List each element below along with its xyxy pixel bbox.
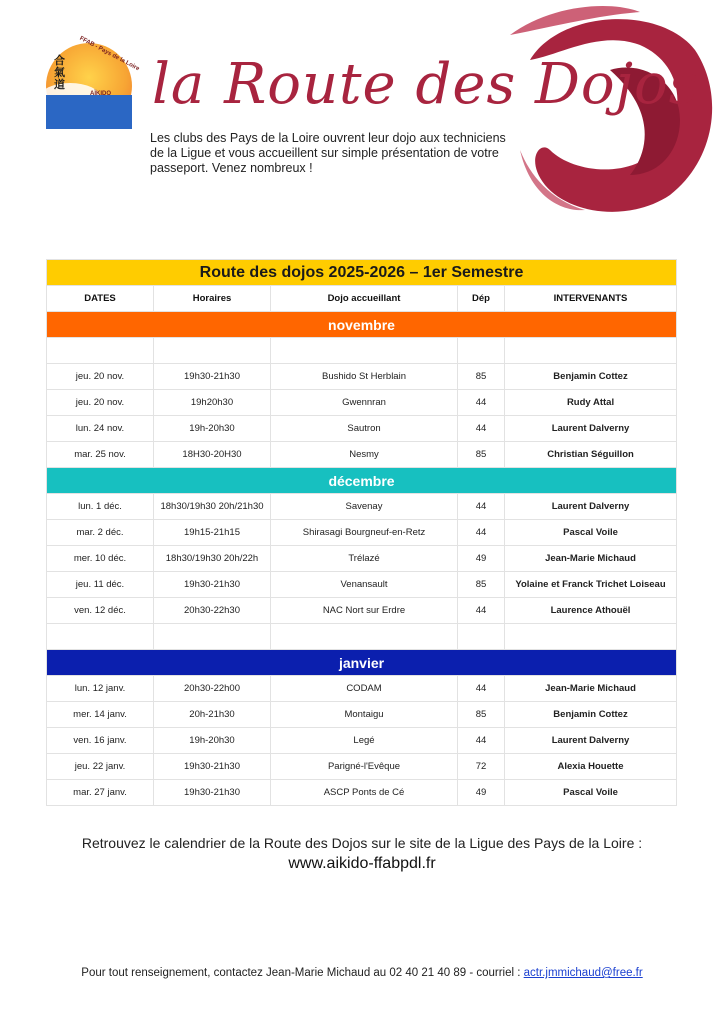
dept-cell: 85 [458,702,505,728]
col-header: Dojo accueillant [271,286,458,312]
contact-email-link[interactable]: actr.jmmichaud@free.fr [523,967,643,979]
instructor-cell: Yolaine et Franck Trichet Loiseau [505,572,677,598]
table-row [47,624,677,650]
instructor-cell: Pascal Voile [505,780,677,806]
table-row [47,416,677,442]
date-cell: jeu. 20 nov. [47,390,154,416]
dept-cell: 44 [458,728,505,754]
dept-cell: 44 [458,520,505,546]
logo-label: AÏKIDO [90,91,111,97]
dojo-cell [271,624,458,650]
dojo-cell: CODAM [271,676,458,702]
col-header: Horaires [154,286,271,312]
dojo-cell: Venansault [271,572,458,598]
instructor-cell [505,624,677,650]
table-row [47,390,677,416]
table-row [47,780,677,806]
table-row [47,702,677,728]
instructor-cell: Christian Séguillon [505,442,677,468]
time-cell: 20h-21h30 [154,702,271,728]
table-header-row [47,286,677,312]
date-cell: mar. 25 nov. [47,442,154,468]
dept-cell: 72 [458,754,505,780]
dojo-cell: ASCP Ponts de Cé [271,780,458,806]
instructor-cell: Pascal Voile [505,520,677,546]
instructor-cell: Rudy Attal [505,390,677,416]
dept-cell: 44 [458,390,505,416]
dept-cell: 49 [458,780,505,806]
dept-cell [458,624,505,650]
table-row [47,598,677,624]
dept-cell: 85 [458,364,505,390]
logo-arc-text: FFAB - Pays de la Loire [78,35,141,73]
instructor-cell: Benjamin Cottez [505,364,677,390]
time-cell: 19h30-21h30 [154,754,271,780]
time-cell [154,338,271,364]
time-cell: 19h20h30 [154,390,271,416]
month-row [47,312,677,338]
dojo-cell: NAC Nort sur Erdre [271,598,458,624]
dojo-cell: Legé [271,728,458,754]
time-cell: 19h30-21h30 [154,780,271,806]
time-cell: 18H30-20H30 [154,442,271,468]
time-cell: 19h-20h30 [154,728,271,754]
time-cell: 18h30/19h30 20h/21h30 [154,494,271,520]
time-cell: 19h-20h30 [154,416,271,442]
instructor-cell: Laurent Dalverny [505,728,677,754]
month-label: janvier [47,650,677,676]
instructor-cell: Laurent Dalverny [505,494,677,520]
dept-cell [458,338,505,364]
intro-text: Les clubs des Pays de la Loire ouvrent leur dojo aux techniciens de la Ligue et vous accueillent sur simple présentation de votre passeport. Venez nombreux ! [150,131,506,175]
header [0,0,724,240]
dojo-cell: Trélazé [271,546,458,572]
table-title-row [47,260,677,286]
table-row [47,520,677,546]
instructor-cell: Laurent Dalverny [505,416,677,442]
dojo-cell [271,338,458,364]
time-cell: 20h30-22h00 [154,676,271,702]
date-cell: mar. 2 déc. [47,520,154,546]
month-label: novembre [47,312,677,338]
dojo-cell: Gwennran [271,390,458,416]
month-row [47,468,677,494]
table-row [47,364,677,390]
table-row [47,676,677,702]
table-row [47,494,677,520]
time-cell: 18h30/19h30 20h/22h [154,546,271,572]
table-row [47,572,677,598]
date-cell: mar. 27 janv. [47,780,154,806]
instructor-cell: Benjamin Cottez [505,702,677,728]
instructor-cell: Alexia Houette [505,754,677,780]
dojo-cell: Savenay [271,494,458,520]
time-cell [154,624,271,650]
table-row [47,442,677,468]
website-link[interactable]: www.aikido-ffabpdl.fr [288,855,436,872]
dept-cell: 44 [458,676,505,702]
instructor-cell: Laurence Athouël [505,598,677,624]
time-cell: 19h30-21h30 [154,572,271,598]
contact-text: Pour tout renseignement, contactez Jean-Marie Michaud au 02 40 21 40 89 - courriel : [81,967,524,979]
page-title: la Route des Dojos [152,52,699,117]
col-header: INTERVENANTS [505,286,677,312]
col-header: Dép [458,286,505,312]
dept-cell: 44 [458,494,505,520]
aikido-logo [46,35,141,129]
date-cell: jeu. 20 nov. [47,364,154,390]
col-header: DATES [47,286,154,312]
date-cell: jeu. 22 janv. [47,754,154,780]
table-row [47,546,677,572]
date-cell: ven. 12 déc. [47,598,154,624]
dojo-cell: Sautron [271,416,458,442]
date-cell: jeu. 11 déc. [47,572,154,598]
dojo-cell: Montaigu [271,702,458,728]
month-row [47,650,677,676]
footer-text: Retrouvez le calendrier de la Route des Dojos sur le site de la Ligue des Pays de la Loire : [81,835,643,851]
logo-kanji: 合氣道 [54,54,65,91]
date-cell: lun. 12 janv. [47,676,154,702]
dept-cell: 49 [458,546,505,572]
instructor-cell [505,338,677,364]
date-cell [47,624,154,650]
date-cell: mer. 10 déc. [47,546,154,572]
contact-line [0,967,724,979]
month-label: décembre [47,468,677,494]
instructor-cell: Jean-Marie Michaud [505,676,677,702]
table-title: Route des dojos 2025-2026 – 1er Semestre [47,260,677,286]
table-row [47,754,677,780]
dept-cell: 85 [458,442,505,468]
dept-cell: 85 [458,572,505,598]
time-cell: 19h30-21h30 [154,364,271,390]
time-cell: 19h15-21h15 [154,520,271,546]
date-cell: lun. 24 nov. [47,416,154,442]
dojo-cell: Bushido St Herblain [271,364,458,390]
instructor-cell: Jean-Marie Michaud [505,546,677,572]
date-cell: mer. 14 janv. [47,702,154,728]
date-cell: lun. 1 déc. [47,494,154,520]
schedule-table [46,259,677,806]
dojo-cell: Nesmy [271,442,458,468]
date-cell [47,338,154,364]
date-cell: ven. 16 janv. [47,728,154,754]
dojo-cell: Parigné-l'Evêque [271,754,458,780]
time-cell: 20h30-22h30 [154,598,271,624]
dept-cell: 44 [458,416,505,442]
table-row [47,338,677,364]
dept-cell: 44 [458,598,505,624]
table-row [47,728,677,754]
dojo-cell: Shirasagi Bourgneuf-en-Retz [271,520,458,546]
